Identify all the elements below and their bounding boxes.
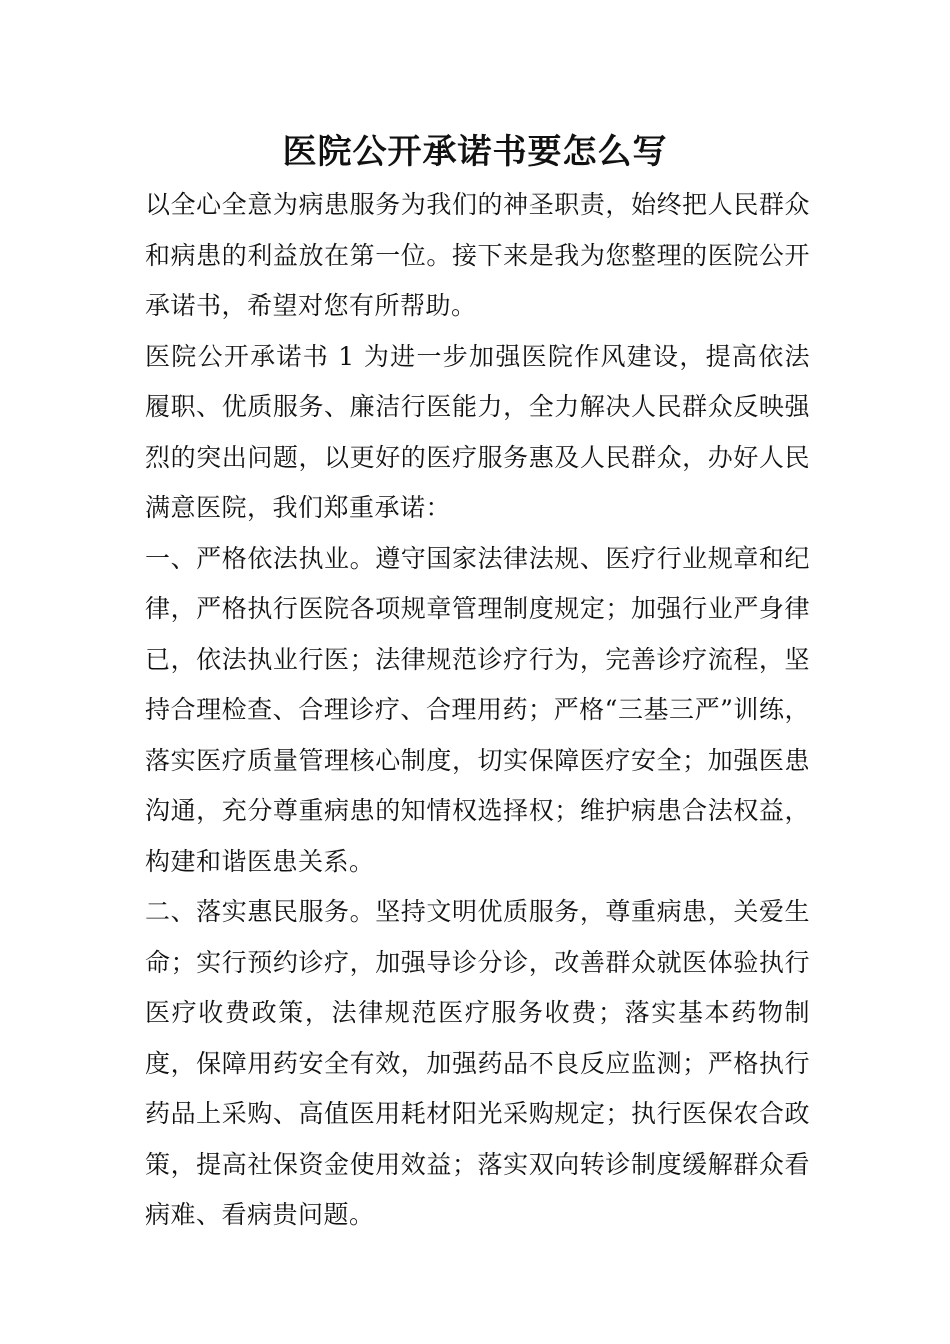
paragraph-item-one: 一、严格依法执业。遵守国家法律法规、医疗行业规章和纪律，严格执行医院各项规章管理制度规定；加强行业严身律已，依法执业行医；法律规范诊疗行为，完善诊疗流程，坚持合理检查、合理诊疗、合理用药；严格“三基三严”训练，落实医疗质量管理核心制度，切实保障医疗安全；加强医患沟通，充分尊重病患的知情权选择权；维护病患合法权益，构建和谐医患关系。 — [145, 543, 810, 876]
paragraph-commitment-intro: 医院公开承诺书 1 为进一步加强医院作风建设，提高依法履职、优质服务、廉洁行医能力，全力解决人民群众反映强烈的突出问题，以更好的医疗服务惠及人民群众，办好人民满意医院，我们郑重承诺： — [145, 341, 810, 522]
document-title: 医院公开承诺书要怎么写 — [282, 132, 668, 172]
paragraph-item-two: 二、落实惠民服务。坚持文明优质服务，尊重病患，关爱生命；实行预约诊疗，加强导诊分诊，改善群众就医体验执行医疗收费政策，法律规范医疗服务收费；落实基本药物制度，保障用药安全有效，加强药品不良反应监测；严格执行药品上采购、高值医用耗材阳光采购规定；执行医保农合政策，提高社保资金使用效益；落实双向转诊制度缓解群众看病难、看病贵问题。 — [145, 897, 810, 1229]
document-body — [145, 180, 810, 1241]
paragraph-intro: 以全心全意为病患服务为我们的神圣职责，始终把人民群众和病患的利益放在第一位。接下来是我为您整理的医院公开承诺书，希望对您有所帮助。 — [145, 190, 810, 320]
